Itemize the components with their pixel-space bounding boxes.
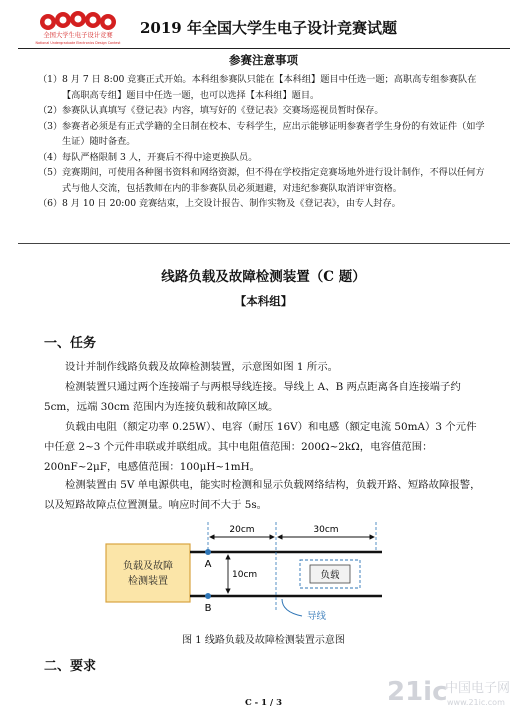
notice-item — [38, 196, 488, 212]
point-b-marker — [205, 593, 211, 599]
notice-heading: 参赛注意事项 — [229, 53, 298, 67]
section-heading-task: 一、任务 — [44, 336, 97, 351]
watermark-logo — [385, 672, 520, 712]
wire-label: 导线 — [307, 611, 327, 622]
point-a-label: A — [204, 559, 212, 570]
load-label: 负载 — [320, 570, 340, 581]
notice-item-number: （5） — [38, 167, 63, 178]
problem-group: 【本科组】 — [234, 294, 293, 308]
notice-list — [38, 72, 488, 212]
notice-item-number: （4） — [38, 151, 63, 163]
logo-caption-en: National Undergraduate Electronics Design Contest — [35, 41, 121, 45]
device-label-line2: 检测装置 — [128, 576, 168, 587]
notice-item-text: 参赛队认真填写《登记表》内容，填写好的《登记表》交赛场巡视员暂时保存。 — [62, 105, 384, 116]
notice-item-number: （1） — [38, 74, 63, 85]
notice-item — [38, 103, 488, 119]
notice-item — [38, 150, 488, 166]
svg-text:中国电子网: 中国电子网 — [445, 681, 511, 696]
task-paragraph: 设计并制作线路负载及故障检测装置，示意图如图 1 所示。 — [65, 361, 338, 373]
task-paragraph: 检测装置由 5V 单电源供电，能实时检测和显示负载网络结构，负载开路、短路故障报警，以及短路故障点位置测量。响应时间不大于 5s。 — [44, 479, 481, 511]
dimension-20cm-label: 20cm — [229, 525, 255, 535]
notice-item-number: （3） — [38, 120, 63, 132]
task-paragraph: 负载由电阻（额定功率 0.25W）、电容（耐压 16V）和电感（额定电流 50mA）3 个元件中任意 2~3 个元件串联或并联组成。其中电阻值范围：200Ω~2kΩ，电容值范围：200nF~2μF，电感值范围：100μH~1mH。 — [44, 421, 477, 473]
notice-item — [38, 165, 488, 196]
document-title: 2019 年全国大学生电子设计竞赛试题 — [140, 19, 397, 37]
notice-item-number: （2） — [38, 105, 63, 116]
task-paragraph: 检测装置只通过两个连接端子与两根导线连接。导线上 A、B 两点距离各自连接端子约 5cm，远端 30cm 范围内为连接负载和故障区域。 — [44, 381, 461, 413]
notice-item-text: 参赛者必须是有正式学籍的全日制在校本、专科学生，应出示能够证明参赛者学生身份的有效证件（如学生证）随时备查。 — [62, 120, 485, 147]
logo-caption-cn: 全国大学生电子设计竞赛 — [43, 32, 113, 39]
figure-caption: 图 1 线路负载及故障检测装置示意图 — [182, 635, 345, 646]
notice-item-text: 8 月 10 日 20:00 竞赛结束，上交设计报告、制作实物及《登记表》，由专人封存。 — [62, 198, 401, 209]
notice-item — [38, 72, 488, 103]
notice-item-text: 每队严格限制 3 人，开赛后不得中途更换队员。 — [62, 151, 258, 163]
svg-text:21ic: 21ic — [387, 677, 448, 707]
notice-item-number: （6） — [38, 198, 63, 209]
contest-logo — [30, 8, 122, 48]
notice-divider — [18, 243, 510, 244]
detector-device-box — [106, 544, 190, 602]
wire-callout-arrow — [282, 599, 302, 616]
notice-item-text: 8 月 7 日 8:00 竞赛正式开始。本科组参赛队只能在【本科组】题目中任选一题；高职高专组参赛队在【高职高专组】题目中任选一题，也可以选择【本科组】题目。 — [62, 74, 477, 101]
page-number: C - 1 / 3 — [244, 698, 283, 708]
problem-title: 线路负载及故障检测装置（C 题） — [161, 269, 366, 285]
notice-item — [38, 119, 488, 150]
svg-text:www.21ic.com: www.21ic.com — [447, 698, 505, 707]
dimension-30cm-label: 30cm — [313, 525, 339, 535]
notice-item-text: 竞赛期间，可使用各种图书资料和网络资源，但不得在学校指定竞赛场地外进行设计制作，不得以任何方式与他人交流，包括教师在内的非参赛队员必须迴避，对违纪参赛队取消评审资格。 — [62, 167, 485, 194]
section-heading-requirements: 二、要求 — [44, 659, 97, 674]
point-b-label: B — [204, 603, 212, 614]
dimension-10cm-label: 10cm — [232, 570, 258, 580]
figure-1-diagram — [104, 520, 404, 624]
header-divider — [18, 48, 510, 49]
device-label-line1: 负载及故障 — [123, 561, 173, 572]
